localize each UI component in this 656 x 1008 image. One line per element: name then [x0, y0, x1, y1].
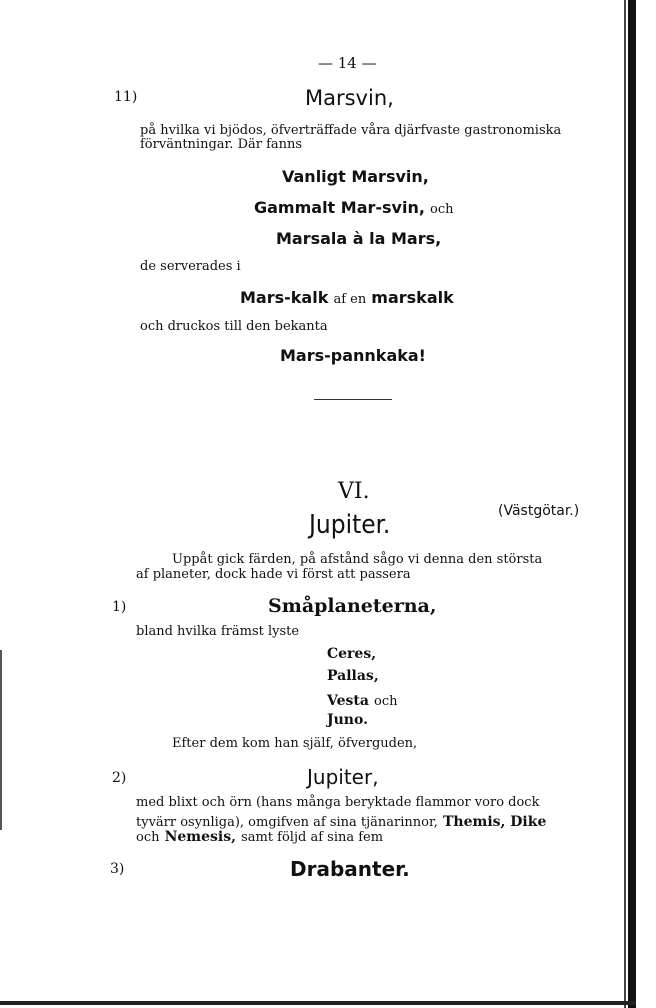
served-text: de serverades i	[140, 259, 241, 274]
mars-kalk: Mars-kalk	[240, 288, 329, 307]
drabanter-heading: Drabanter.	[290, 857, 410, 881]
item-1-number: 1)	[112, 599, 127, 615]
dish-gammalt-marsvin: Gammalt Mar-svin,	[254, 198, 425, 217]
dish-conjunction: och	[430, 202, 454, 217]
asteroid-juno: Juno.	[327, 712, 368, 728]
dish-vanligt-marsvin: Vanligt Marsvin,	[282, 167, 429, 186]
section-divider	[314, 399, 392, 400]
marskalk: marskalk	[371, 288, 454, 307]
group-label: (Västgötar.)	[498, 503, 580, 519]
jupiter-intro-line-1: Uppåt gick färden, på afstånd sågo vi denna den största	[172, 552, 543, 567]
nemesis: Nemesis,	[164, 829, 236, 845]
mars-pannkaka: Mars-pannkaka!	[280, 346, 426, 365]
jupiter-text-line-3a: och	[136, 830, 160, 845]
themis-dike: Themis, Dike	[443, 814, 547, 830]
page-edge-right-inner	[624, 0, 626, 1008]
jupiter-heading: Jupiter,	[307, 765, 379, 789]
page-edge-right	[628, 0, 636, 1008]
item-2-number: 2)	[112, 770, 127, 786]
smaplaneterna-heading: Småplaneterna,	[268, 595, 437, 617]
after-text: Efter dem kom han själf, öfverguden,	[172, 736, 418, 751]
marsvin-intro-line-1: på hvilka vi bjödos, öfverträffade våra djärfvaste gastronomiska	[140, 123, 562, 138]
drunk-text: och druckos till den bekanta	[140, 319, 328, 334]
asteroid-vesta-line	[327, 690, 397, 709]
mars-kalk-line	[240, 288, 454, 307]
item-11-number: 11)	[114, 89, 138, 105]
jupiter-intro-line-2: af planeter, dock hade vi först att passera	[136, 567, 411, 582]
jupiter-text-line-1: med blixt och örn (hans många beryktade flammor voro dock	[136, 795, 540, 810]
jupiter-text-line-3	[136, 826, 383, 845]
item-3-number: 3)	[110, 861, 125, 877]
jupiter-text-line-2a: tyvärr osynliga), omgifven af sina tjänarinnor,	[136, 815, 438, 830]
dish-gammalt-marsvin-line	[254, 198, 454, 217]
vesta-conjunction: och	[374, 694, 398, 709]
smaplaneterna-text: bland hvilka främst lyste	[136, 624, 300, 639]
asteroid-vesta: Vesta	[327, 693, 369, 709]
page-edge-bottom	[0, 1001, 636, 1005]
page-number: — 14 —	[318, 54, 377, 72]
marsvin-heading: Marsvin,	[305, 86, 394, 110]
asteroid-ceres: Ceres,	[327, 646, 377, 662]
asteroid-pallas: Pallas,	[327, 668, 379, 684]
page-edge-left	[0, 650, 2, 830]
dish-marsala: Marsala à la Mars,	[276, 229, 442, 248]
chapter-numeral: VI.	[338, 479, 370, 504]
jupiter-chapter-title: Jupiter.	[309, 510, 391, 540]
mars-kalk-mid: af en	[333, 292, 367, 307]
jupiter-text-line-3c: samt följd af sina fem	[241, 830, 384, 845]
marsvin-intro-line-2: förväntningar. Där fanns	[140, 137, 303, 152]
